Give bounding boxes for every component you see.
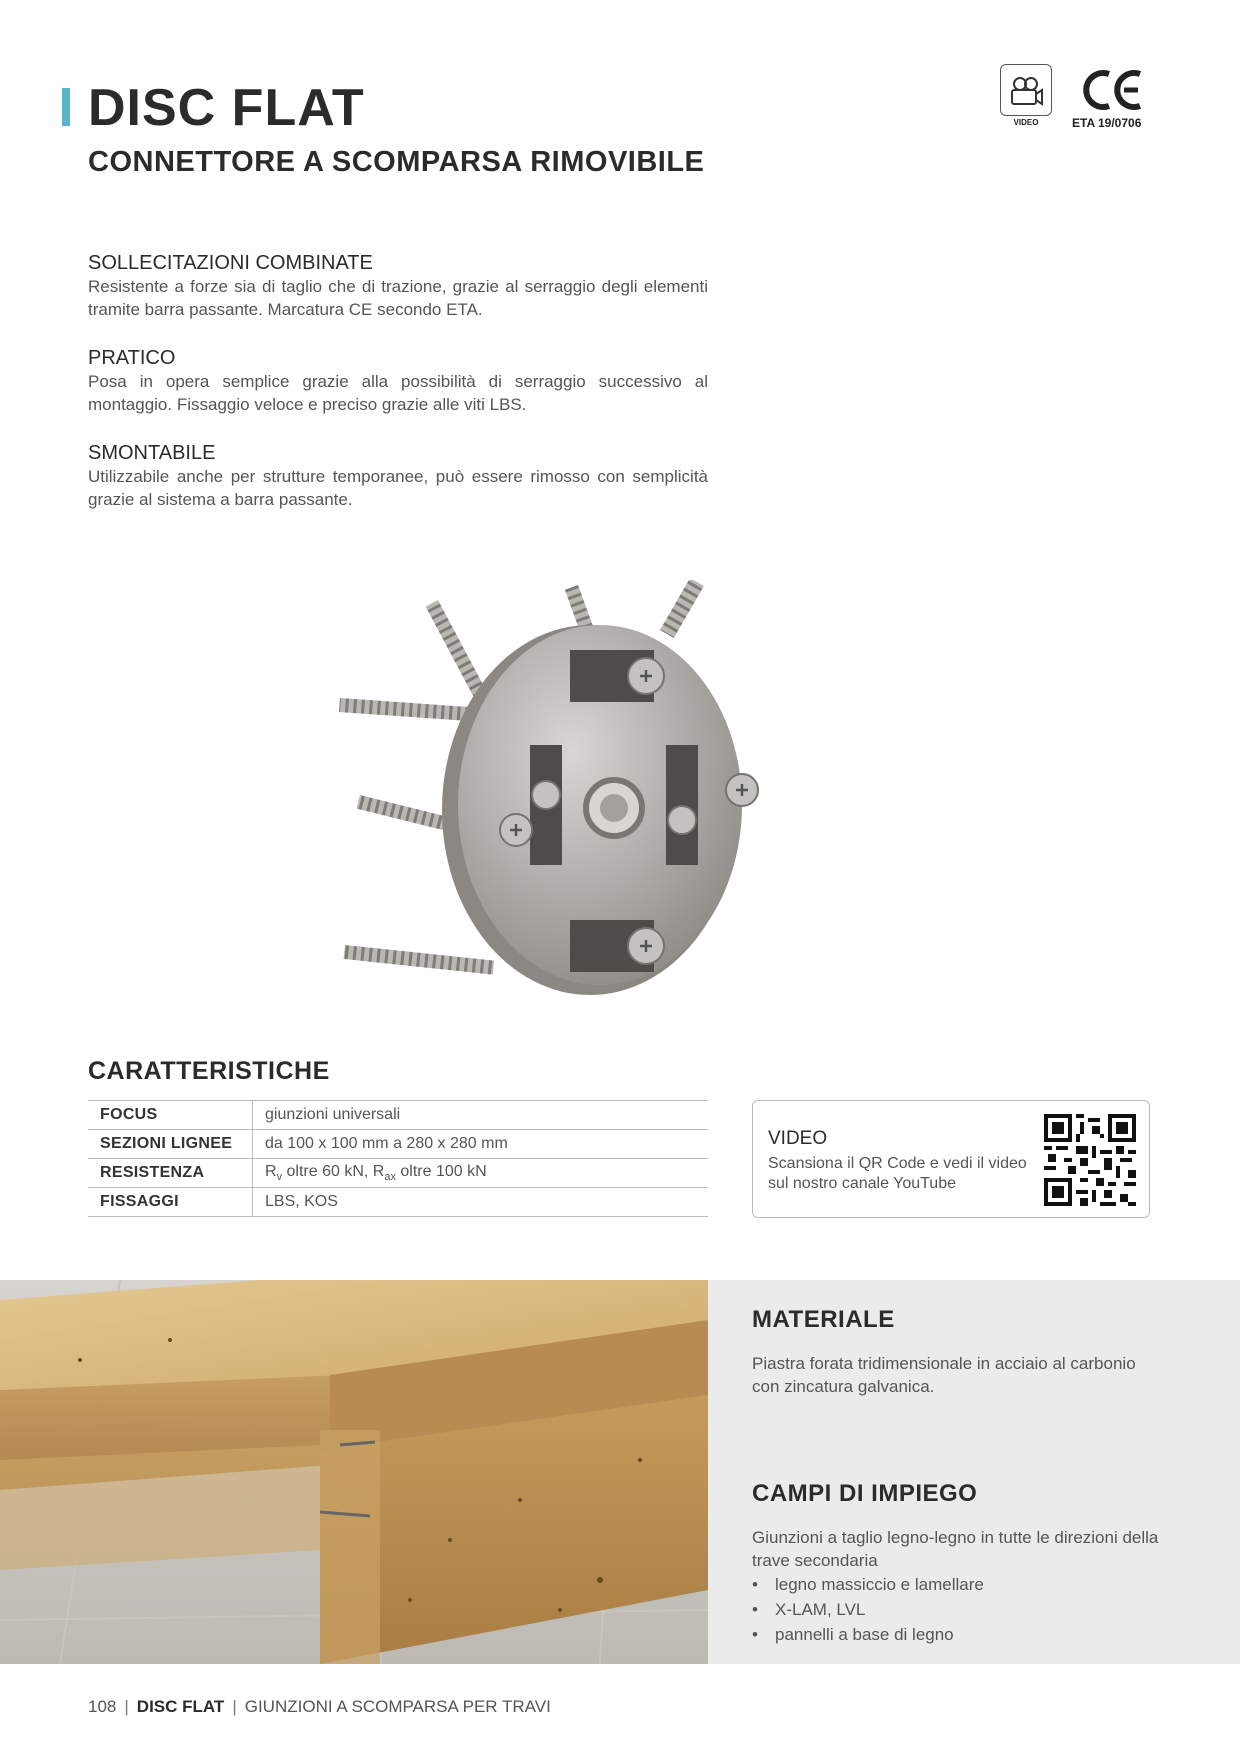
materiale-section — [752, 1306, 1162, 1398]
footer-product: DISC FLAT — [136, 1697, 225, 1716]
disc-flat-product-image — [330, 580, 790, 1010]
eta-label: ETA 19/0706 — [1072, 116, 1142, 130]
video-title: VIDEO — [768, 1128, 828, 1149]
table-row — [88, 1188, 708, 1217]
row-key: RESISTENZA — [88, 1159, 253, 1188]
feature-title: SMONTABILE — [88, 442, 216, 464]
title-accent-bar — [62, 88, 70, 126]
table-row — [88, 1159, 708, 1188]
list-item: • pannelli a base di legno — [752, 1622, 1162, 1647]
row-value: da 100 x 100 mm a 280 x 280 mm — [253, 1130, 709, 1159]
list-item: • X-LAM, LVL — [752, 1597, 1162, 1622]
page-subtitle: CONNETTORE A SCOMPARSA RIMOVIBILE — [88, 146, 705, 178]
footer-section: GIUNZIONI A SCOMPARSA PER TRAVI — [244, 1697, 551, 1716]
campi-title: CAMPI DI IMPIEGO — [752, 1480, 978, 1507]
materiale-title: MATERIALE — [752, 1306, 895, 1333]
footer-separator: | — [124, 1697, 129, 1716]
qr-code-icon[interactable] — [1044, 1114, 1136, 1211]
table-row — [88, 1130, 708, 1159]
list-item: • legno massiccio e lamellare — [752, 1572, 1162, 1597]
campi-list — [752, 1572, 1162, 1647]
video-text: Scansiona il QR Code e vedi il video sul nostro canale YouTube — [768, 1155, 1027, 1192]
row-key: FISSAGGI — [88, 1188, 253, 1217]
row-key: SEZIONI LIGNEE — [88, 1130, 253, 1159]
row-value — [253, 1159, 709, 1188]
video-badge-label: VIDEO — [1013, 118, 1039, 127]
feature-removable — [88, 442, 708, 511]
campi-section — [752, 1480, 1162, 1647]
campi-text: Giunzioni a taglio legno-legno in tutte le direzioni della trave secondaria — [752, 1528, 1159, 1570]
value-part: oltre 100 kN — [395, 1162, 487, 1180]
feature-title: PRATICO — [88, 347, 176, 369]
value-part: oltre 60 kN, R — [282, 1162, 385, 1180]
feature-text: Resistente a forze sia di taglio che di trazione, grazie al serraggio degli elementi tramite barra passante. Marcatura CE secondo ETA. — [88, 277, 708, 319]
characteristics-table — [88, 1100, 708, 1217]
feature-practical — [88, 347, 708, 416]
page-number: 108 — [88, 1697, 117, 1716]
video-camera-icon[interactable] — [1000, 64, 1052, 116]
footer-separator: | — [232, 1697, 237, 1716]
row-value: giunzioni universali — [253, 1101, 709, 1130]
row-value: LBS, KOS — [253, 1188, 709, 1217]
subscript-v: v — [276, 1171, 283, 1184]
footer — [88, 1697, 551, 1717]
subscript-ax: ax — [384, 1171, 396, 1184]
feature-text: Utilizzabile anche per strutture temporanee, può essere rimosso con semplicità grazie al sistema a barra passante. — [88, 467, 708, 509]
value-part: R — [265, 1162, 277, 1180]
page-title: DISC FLAT — [88, 79, 365, 137]
timber-joint-photo — [0, 1280, 708, 1664]
feature-combined-loads — [88, 252, 708, 321]
characteristics-title: CARATTERISTICHE — [88, 1057, 330, 1085]
materiale-text: Piastra forata tridimensionale in acciaio al carbonio con zincatura galvanica. — [752, 1354, 1136, 1396]
feature-text: Posa in opera semplice grazie alla possibilità di serraggio successivo al montaggio. Fissaggio veloce e preciso grazie alle viti LBS. — [88, 372, 708, 414]
table-row — [88, 1101, 708, 1130]
row-key: FOCUS — [88, 1101, 253, 1130]
ce-mark-icon — [1082, 68, 1146, 117]
feature-title: SOLLECITAZIONI COMBINATE — [88, 252, 373, 274]
